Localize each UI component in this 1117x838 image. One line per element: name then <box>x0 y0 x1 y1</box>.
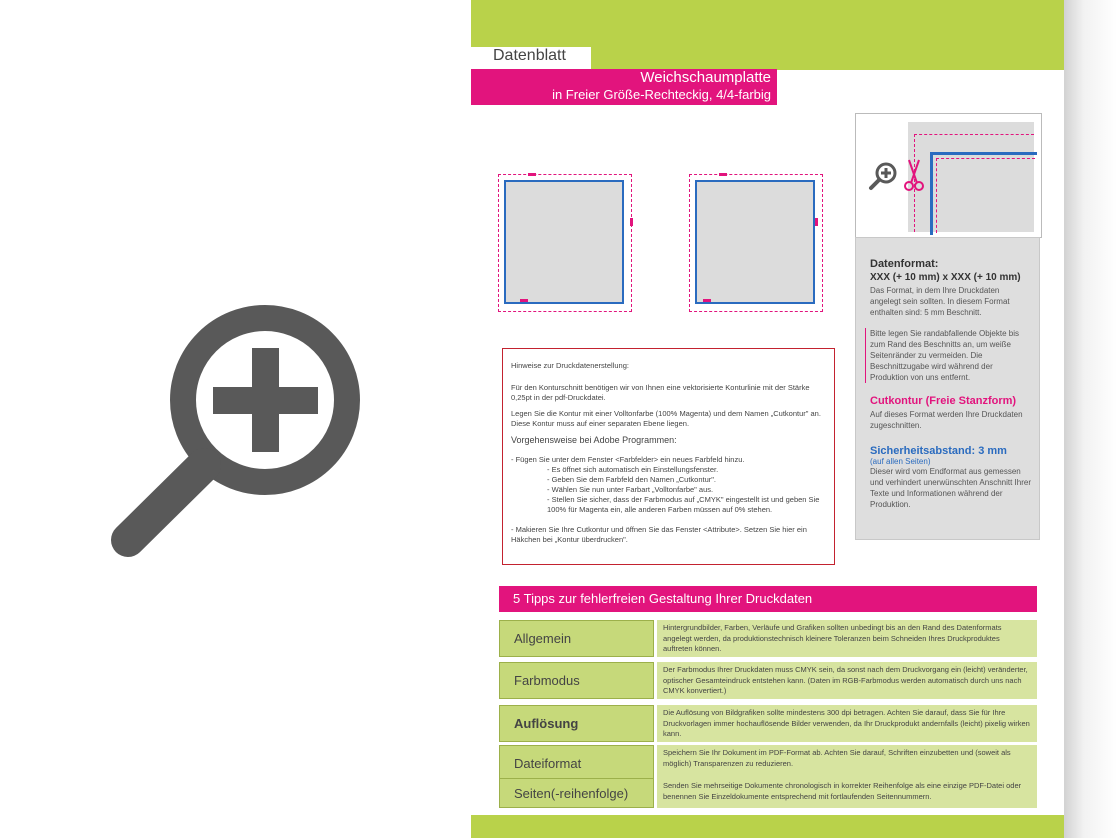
mark <box>703 299 711 302</box>
tip-row <box>499 662 1037 699</box>
zoom-in-icon[interactable] <box>100 290 370 580</box>
cut-heading: Cutkontur (Freie Stanzform) <box>870 395 1017 407</box>
tips-heading: 5 Tipps zur fehlerfreien Gestaltung Ihrer Druckdaten <box>499 586 1037 612</box>
tip-row <box>499 620 1037 657</box>
product-subtitle: in Freier Größe-Rechteckig, 4/4-farbig <box>552 87 771 102</box>
template-front <box>492 168 637 318</box>
detail-preview <box>855 113 1042 238</box>
cut-contour <box>504 180 624 304</box>
tip-text: Hintergrundbilder, Farben, Verläufe und Grafiken sollten unbedingt bis an den Rand des Datenformats angelegt werden, da produktionstechnisch kleinere Toleranzen beim Schneiden Ihres Druckproduktes auftreten können. <box>657 620 1037 657</box>
note-p2: Legen Sie die Kontur mit einer Volltonfarbe (100% Magenta) und dem Namen „Cutkontur" an. Diese Kontur muss auf einer separaten Ebene liegen. <box>511 409 821 428</box>
format-text: Das Format, in dem Ihre Druckdaten angelegt sein sollten. In diesem Format enthalten sind: 5 mm Beschnitt. <box>870 286 1010 317</box>
tip-label: Seiten(-reihenfolge) <box>499 778 654 808</box>
page-shadow <box>1062 0 1117 838</box>
product-banner <box>471 69 777 105</box>
tip-text: Der Farbmodus Ihrer Druckdaten muss CMYK sein, da sonst nach dem Druckvorgang ein (leicht) veränderter, optischer Gesamteindruck entstehen kann. (Daten im RGB-Farbmodus werden automatisch durch uns nach CMYK konvertiert.) <box>657 662 1037 699</box>
tip-label: Allgemein <box>499 620 654 657</box>
note-heading: Hinweise zur Druckdatenerstellung: <box>511 361 629 370</box>
format-size: XXX (+ 10 mm) x XXX (+ 10 mm) <box>870 272 1021 283</box>
mark <box>630 218 633 226</box>
note-p3: Vorgehensweise bei Adobe Programmen: <box>511 435 677 445</box>
mark <box>520 299 528 302</box>
note-step: - Geben Sie dem Farbfeld den Namen „Cutkontur". <box>547 475 716 484</box>
note-p4: - Fügen Sie unter dem Fenster <Farbfelder> ein neues Farbfeld hinzu. <box>511 455 745 464</box>
detail-canvas <box>908 122 1034 232</box>
tip-row <box>499 778 1037 808</box>
format-info-panel <box>855 237 1040 540</box>
mark <box>815 218 818 226</box>
note-step: - Stellen Sie sicher, dass der Farbmodus auf „CMYK" eingestellt ist und geben Sie 100% für Magenta ein, alle anderen Farben müssen auf 0% stehen. <box>547 495 820 514</box>
mark <box>719 173 727 176</box>
note-p1: Für den Konturschnitt benötigen wir von Ihnen eine vektorisierte Konturlinie mit der Stärke 0,25pt in der pdf-Druckdatei. <box>511 383 810 402</box>
format-heading: Datenformat: <box>870 258 939 270</box>
mark <box>528 173 536 176</box>
tip-text: Speichern Sie Ihr Dokument im PDF-Format ab. Achten Sie darauf, Schriften einzubetten und (soweit als möglich) Transparenzen zu reduzieren. <box>657 745 1037 782</box>
scissors-icon <box>904 158 924 192</box>
tip-text: Senden Sie mehrseitige Dokumente chronologisch in korrekter Reihenfolge als eine einzige PDF-Datei oder benennen Sie Einzeldokumente entsprechend mit fortlaufenden Seitennummern. <box>657 778 1037 808</box>
note-p5: - Makieren Sie Ihre Cutkontur und öffnen Sie das Fenster <Attribute>. Setzen Sie hier ein Häkchen bei „Kontur überdrucken". <box>511 525 807 544</box>
page-title: Datenblatt <box>493 47 566 64</box>
tip-label: Auflösung <box>499 705 654 742</box>
cut-contour <box>695 180 815 304</box>
note-step: - Es öffnet sich automatisch ein Einstellungsfenster. <box>547 465 719 474</box>
safety-heading: Sicherheitsabstand: 3 mm <box>870 445 1007 457</box>
product-name: Weichschaumplatte <box>640 69 771 86</box>
tip-label: Farbmodus <box>499 662 654 699</box>
bleed-text: Bitte legen Sie randabfallende Objekte bis zum Rand des Beschnitts an, um weiße Seitenränder zu vermeiden. Die Beschnittzugabe wird während der Produktion von uns entfernt. <box>865 328 1031 383</box>
safety-sub: (auf allen Seiten) <box>870 457 931 466</box>
zoom-in-small-icon[interactable] <box>868 160 900 192</box>
cut-text: Auf dieses Format werden Ihre Druckdaten zugeschnitten. <box>870 410 1023 430</box>
safety-text: Dieser wird vom Endformat aus gemessen und verhindert unerwünschten Anschnitt Ihrer Texte und Informationen während der Produktion. <box>870 467 1031 509</box>
tip-row <box>499 705 1037 742</box>
tip-row <box>499 745 1037 782</box>
template-back <box>683 168 828 318</box>
note-step: - Wählen Sie nun unter Farbart „Volltonfarbe" aus. <box>547 485 714 494</box>
tip-label: Dateiformat <box>499 745 654 782</box>
tip-text: Die Auflösung von Bildgrafiken sollte mindestens 300 dpi betragen. Achten Sie darauf, dass Sie für Ihre Druckvorlagen immer hochauflösende Bilder verwenden, da Ihr Druckprodukt andernfalls (leicht) pixelig wirken kann. <box>657 705 1037 742</box>
print-data-note <box>502 348 835 565</box>
